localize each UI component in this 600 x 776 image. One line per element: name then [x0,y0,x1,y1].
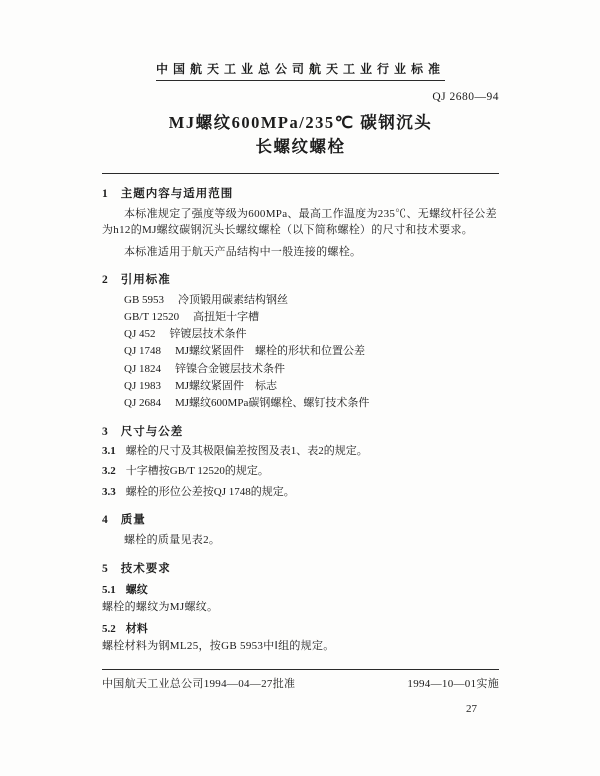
section-title: 引用标准 [120,274,171,287]
paragraph: 本标准规定了强度等级为600MPa、最高工作温度为235℃、无螺纹杆径公差为h12的MJ螺纹碳钢沉头长螺纹螺栓（以下简称螺栓）的尺寸和技术要求。 [102,207,497,237]
section-technical-requirements [102,560,499,655]
reference-code: QJ 1983 [124,379,161,392]
section-heading [102,185,499,201]
reference-item [124,292,499,309]
section-references [102,271,499,411]
subsection-text: 螺栓的螺纹为MJ螺纹。 [102,600,219,613]
document-title-line2: 长螺纹螺栓 [255,136,346,156]
reference-code: QJ 2684 [124,396,161,409]
section-title: 主题内容与适用范围 [120,187,234,200]
paragraph: 本标准适用于航天产品结构中一般连接的螺栓。 [124,245,362,258]
clause-item [102,484,499,501]
reference-title: 高扭矩十字槽 [193,311,260,324]
clause-text: 螺栓的尺寸及其极限偏差按图及表1、表2的规定。 [125,444,368,457]
reference-item [124,343,499,360]
reference-title: MJ螺纹600MPa碳钢螺栓、螺钉技术条件 [174,396,370,409]
implementation-text: 1994—10—01实施 [407,677,499,690]
footer-divider [102,669,499,670]
section-dimensions [102,423,499,501]
section-number: 2 [102,274,109,287]
subsection-title: 材料 [125,623,148,636]
clause-text: 十字槽按GB/T 12520的规定。 [125,465,269,478]
section-heading [102,271,499,287]
reference-title: 锌镀层技术条件 [169,328,247,341]
paragraph: 螺栓的质量见表2。 [124,534,221,547]
reference-title: 冷顶锻用碳素结构钢丝 [178,294,289,307]
section-number: 1 [102,187,109,200]
clause-number: 3.3 [102,485,116,498]
clause-item [102,443,499,460]
reference-code: QJ 1824 [124,362,161,375]
reference-code: GB/T 12520 [124,311,180,324]
section-number: 5 [102,562,109,575]
header-divider [102,173,499,174]
reference-item [124,309,499,326]
section-title: 尺寸与公差 [120,425,184,438]
subsection-text: 螺栓材料为钢ML25，按GB 5953中Ⅰ组的规定。 [102,640,335,653]
clause-item [102,463,499,480]
section-scope [102,185,499,261]
reference-title: MJ螺纹紧固件 标志 [174,379,278,392]
reference-code: GB 5953 [124,294,165,307]
reference-title: 锌镍合金镀层技术条件 [174,362,285,375]
page-number: 27 [466,702,477,715]
section-number: 4 [102,514,109,527]
document-title [102,111,499,159]
section-heading [102,560,499,576]
subsection-heading [102,620,499,636]
reference-title: MJ螺纹紧固件 螺栓的形状和位置公差 [174,345,366,358]
section-heading [102,511,499,527]
reference-item [124,361,499,378]
section-number: 3 [102,425,109,438]
document-title-line1: MJ螺纹600MPa/235℃ 碳钢沉头 [168,113,433,132]
reference-list [124,292,499,411]
subsection-number: 5.2 [102,623,116,636]
section-title: 技术要求 [120,562,171,575]
subsection-heading [102,581,499,597]
section-heading [102,423,499,439]
section-quality [102,511,499,549]
standard-number: QJ 2680—94 [432,91,499,103]
document-header [102,60,499,81]
section-title: 质量 [120,514,146,527]
subsection-title: 螺纹 [125,583,148,596]
standard-class-heading: 中国航天工业总公司航天工业行业标准 [156,60,445,81]
clause-text: 螺栓的形位公差按QJ 1748的规定。 [125,485,295,498]
approval-text: 中国航天工业总公司1994—04—27批准 [102,677,296,690]
reference-item [124,326,499,343]
reference-item [124,395,499,412]
clause-number: 3.2 [102,465,116,478]
document-content [102,60,499,715]
reference-item [124,378,499,395]
reference-code: QJ 1748 [124,345,161,358]
reference-code: QJ 452 [124,328,156,341]
document-footer [102,675,499,691]
subsection-number: 5.1 [102,583,116,596]
clause-number: 3.1 [102,444,116,457]
